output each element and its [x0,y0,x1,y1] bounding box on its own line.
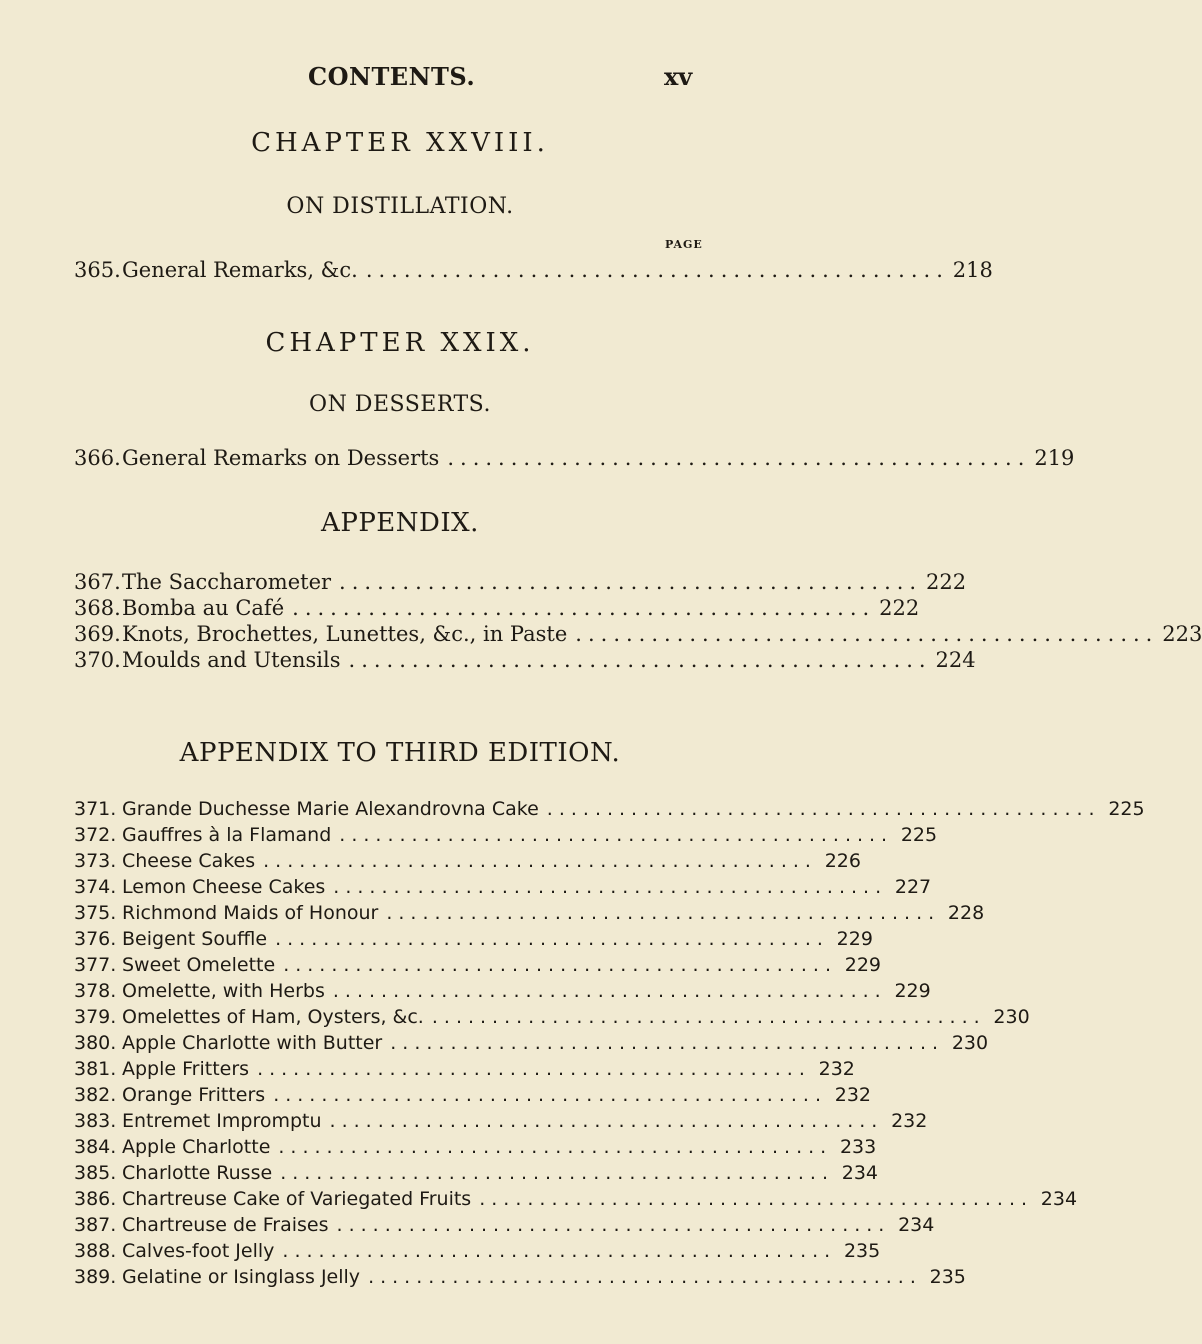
leader-dots: .............................................. [275,928,829,950]
toc-entry [74,980,931,1008]
entry-number: 376. [74,928,117,950]
entry-title: Omelette, with Herbs [122,980,325,1002]
leader-dots: .............................................. [273,1084,828,1106]
entry-page: 230 [951,1032,989,1054]
leader-dots: .............................................. [546,798,1101,820]
entry-page: 219 [1034,446,1075,470]
entry-page: 225 [1108,798,1145,820]
entry-number: 369. [74,622,121,646]
entry-page: 234 [898,1214,935,1236]
entry-number: 389. [74,1266,117,1288]
toc-entry [74,902,985,930]
entry-title: Entremet Impromptu [122,1110,322,1132]
entry-page: 224 [935,648,976,672]
entry-page: 232 [818,1058,855,1080]
entry-page: 225 [900,824,938,846]
entry-number: 386. [74,1188,117,1210]
entry-number: 366. [74,446,121,470]
leader-dots: .............................................. [479,1188,1034,1210]
chapter-29-subtitle: ON DESSERTS. [309,392,491,417]
toc-entry [74,1240,881,1268]
leader-dots: .............................................. [280,1162,835,1184]
entry-title: Sweet Omelette [122,954,276,976]
entry-title: Apple Fritters [122,1058,250,1080]
entry-number: 368. [74,596,121,620]
leader-dots: .............................................. [332,980,887,1002]
leader-dots: .............................................. [575,622,1159,646]
toc-entry [74,850,861,878]
entry-title: Chartreuse Cake of Variegated Fruits [122,1188,472,1210]
leader-dots: .............................................. [348,648,932,672]
entry-number: 385. [74,1162,117,1184]
toc-entry [74,928,873,956]
entry-page: 223 [1162,622,1202,646]
chapter-28-title: CHAPTER XXVIII. [251,128,549,158]
leader-dots: .............................................. [283,954,838,976]
toc-entry [74,1136,877,1164]
toc-entry [74,1188,1078,1216]
entry-title: Bomba au Café [122,596,285,620]
chapter-28-subtitle: ON DISTILLATION. [286,194,514,219]
leader-dots: .............................................. [386,902,941,924]
entry-number: 383. [74,1110,117,1132]
page-column-label: PAGE [665,238,703,251]
leader-dots: .............................................. [365,258,949,282]
entry-number: 371. [74,798,117,820]
entry-page: 233 [839,1136,877,1158]
leader-dots: .............................................. [336,1214,891,1236]
entry-page: 232 [834,1084,872,1106]
toc-entry [74,258,993,286]
page-folio: xv [664,62,693,91]
leader-dots: .............................................. [339,570,923,594]
entry-number: 377. [74,954,117,976]
entry-page: 234 [1040,1188,1078,1210]
entry-title: Moulds and Utensils [122,648,341,672]
entry-page: 218 [952,258,993,282]
entry-title: Chartreuse de Fraises [122,1214,329,1236]
running-head-title: CONTENTS. [308,62,476,91]
toc-entry [74,1058,855,1086]
entry-page: 226 [824,850,861,872]
toc-entry [74,648,976,676]
toc-entry [74,1110,928,1138]
toc-entry [74,1006,1030,1034]
entry-number: 379. [74,1006,117,1028]
leader-dots: .............................................. [292,596,876,620]
entry-page: 228 [947,902,985,924]
entry-title: General Remarks, &c. [122,258,358,282]
toc-entry [74,1266,966,1294]
entry-title: Cheese Cakes [122,850,256,872]
entry-title: Gauffres à la Flamand [122,824,332,846]
toc-entry [74,1032,989,1060]
entry-number: 381. [74,1058,117,1080]
entry-title: Knots, Brochettes, Lunettes, &c., in Paste [122,622,568,646]
entry-title: Richmond Maids of Honour [122,902,379,924]
entry-page: 227 [894,876,932,898]
entry-number: 388. [74,1240,117,1262]
entry-number: 382. [74,1084,117,1106]
entry-number: 373. [74,850,117,872]
leader-dots: .............................................. [282,1240,837,1262]
entry-page: 222 [926,570,967,594]
entry-title: Orange Fritters [122,1084,266,1106]
appendix-third-title: APPENDIX TO THIRD EDITION. [179,738,621,768]
leader-dots: .............................................. [368,1266,922,1288]
entry-title: General Remarks on Desserts [122,446,440,470]
entry-page: 229 [894,980,931,1002]
leader-dots: .............................................. [257,1058,811,1080]
entry-number: 384. [74,1136,117,1158]
entry-page: 229 [844,954,882,976]
entry-number: 374. [74,876,117,898]
entry-page: 222 [879,596,920,620]
leader-dots: .............................................. [333,876,888,898]
entry-title: The Saccharometer [122,570,332,594]
toc-entry [74,596,920,624]
entry-number: 375. [74,902,117,924]
entry-title: Apple Charlotte [122,1136,271,1158]
toc-entry [74,622,1202,650]
toc-entry [74,1214,935,1242]
toc-entry [74,1162,879,1190]
running-head [0,62,800,102]
entry-page: 229 [836,928,873,950]
entry-number: 372. [74,824,117,846]
toc-entry [74,824,938,852]
leader-dots: .............................................. [447,446,1031,470]
entry-title: Apple Charlotte with Butter [122,1032,383,1054]
entry-number: 367. [74,570,121,594]
leader-dots: .............................................. [263,850,817,872]
entry-title: Omelettes of Ham, Oysters, &c. [122,1006,424,1028]
leader-dots: .............................................. [339,824,894,846]
toc-entry [74,446,1075,474]
leader-dots: .............................................. [431,1006,986,1028]
toc-entry [74,1084,872,1112]
leader-dots: .............................................. [390,1032,945,1054]
appendix-title: APPENDIX. [321,508,479,538]
entry-title: Lemon Cheese Cakes [122,876,326,898]
entry-title: Calves-foot Jelly [122,1240,275,1262]
entry-number: 370. [74,648,121,672]
entry-number: 378. [74,980,117,1002]
toc-entry [74,798,1145,826]
entry-title: Gelatine or Isinglass Jelly [122,1266,361,1288]
leader-dots: .............................................. [329,1110,884,1132]
entry-page: 230 [993,1006,1030,1028]
entry-page: 232 [891,1110,928,1132]
entry-page: 235 [929,1266,966,1288]
chapter-29-title: CHAPTER XXIX. [265,328,535,358]
leader-dots: .............................................. [278,1136,833,1158]
entry-number: 365. [74,258,121,282]
entry-page: 234 [841,1162,879,1184]
entry-title: Beigent Souffle [122,928,268,950]
entry-page: 235 [843,1240,881,1262]
toc-entry [74,876,932,904]
entry-title: Charlotte Russe [122,1162,273,1184]
entry-number: 387. [74,1214,117,1236]
entry-number: 380. [74,1032,117,1054]
entry-title: Grande Duchesse Marie Alexandrovna Cake [122,798,539,820]
toc-entry [74,570,967,598]
toc-entry [74,954,882,982]
